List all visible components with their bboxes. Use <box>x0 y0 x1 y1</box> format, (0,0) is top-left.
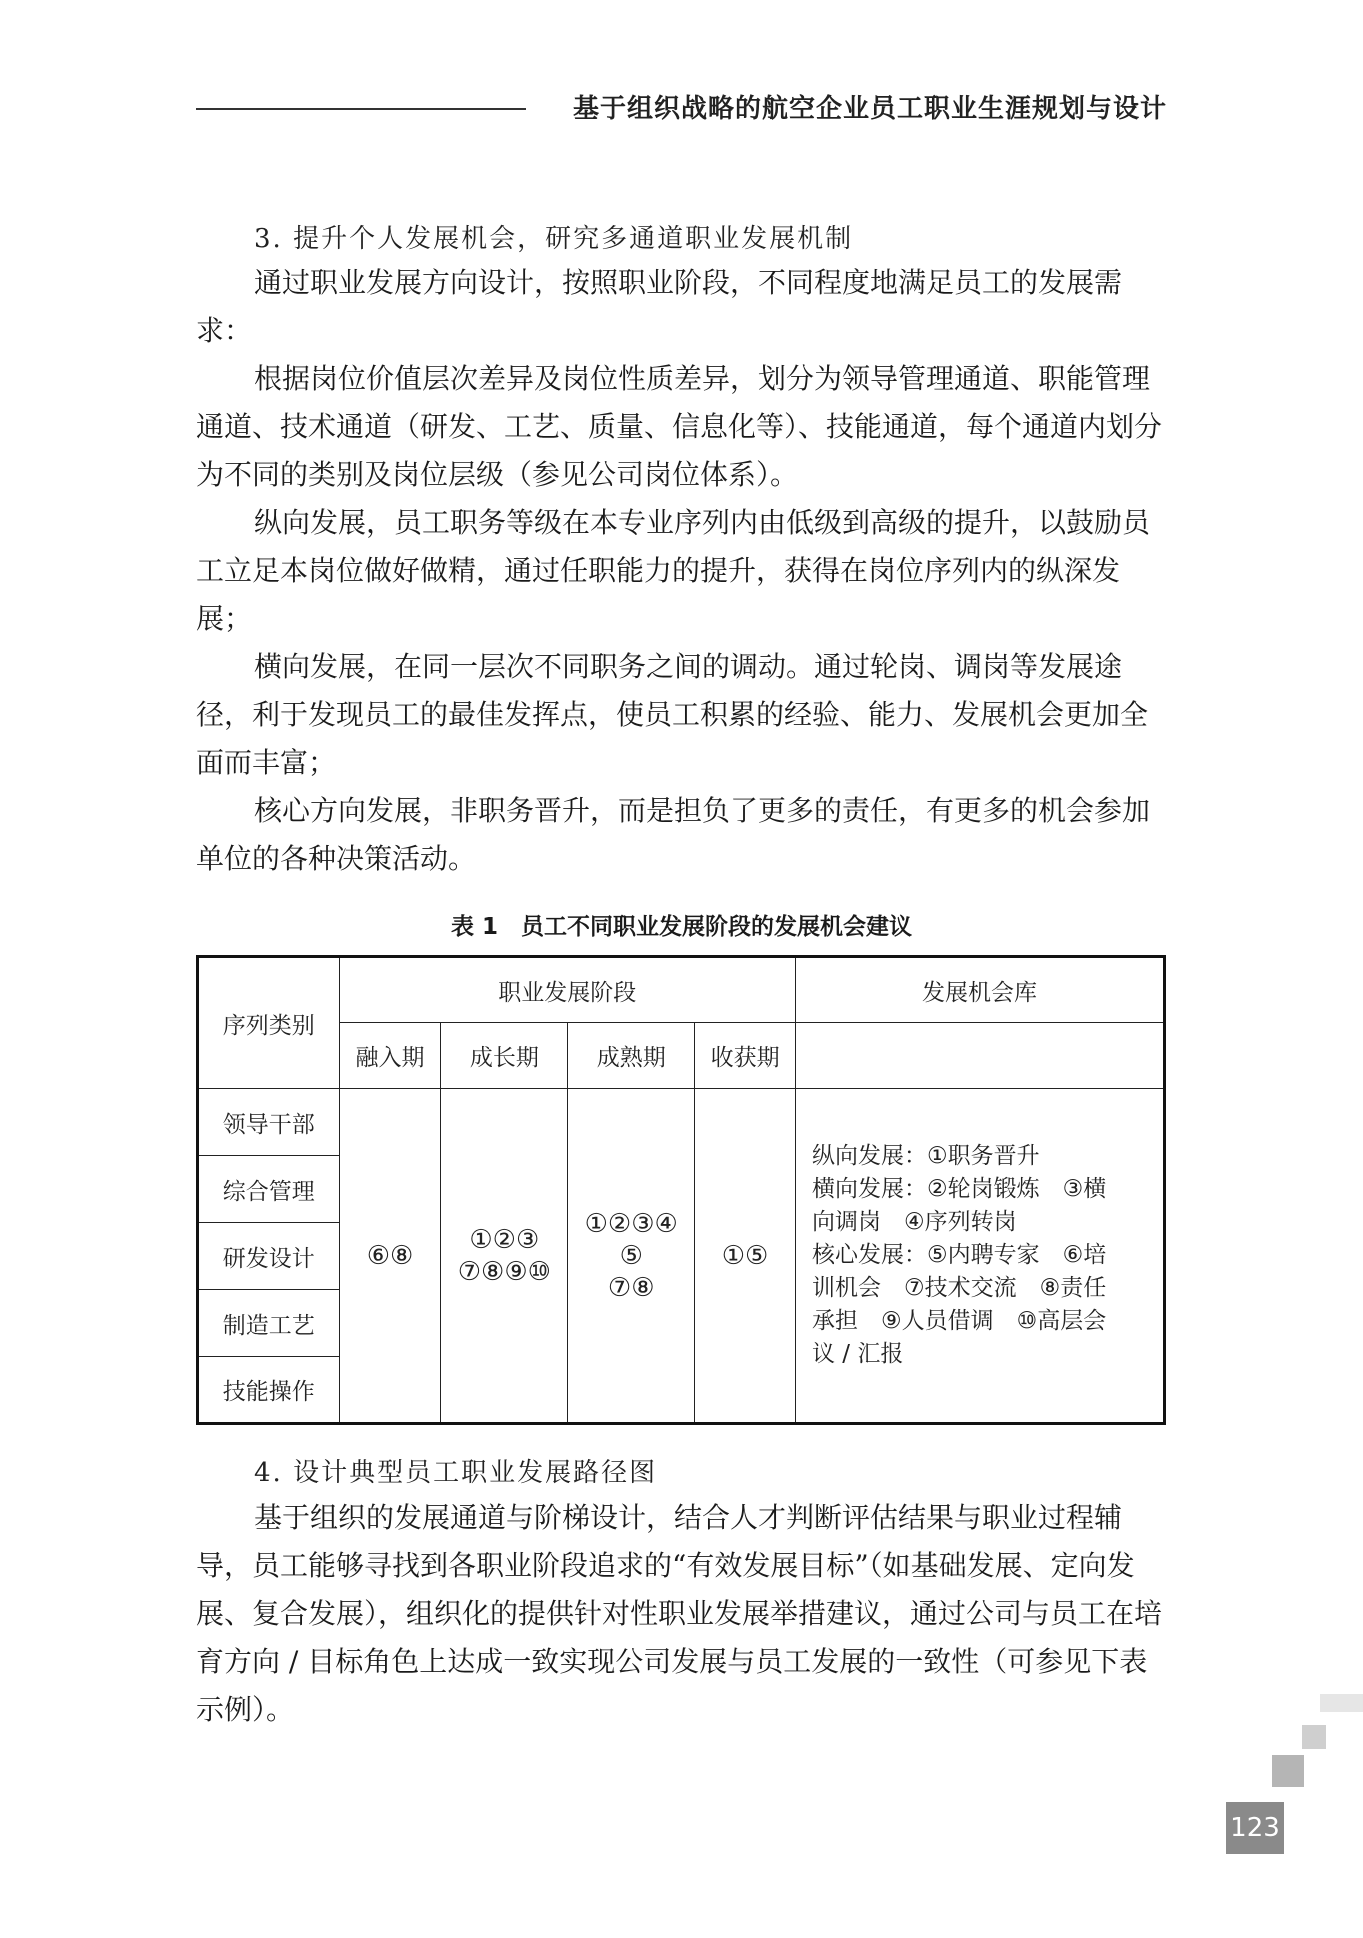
stage-value-line: ①⑤ <box>721 1240 769 1271</box>
paragraph: 纵向发展，员工职务等级在本专业序列内由低级到高级的提升，以鼓励员工立足本岗位做好做精，通过任职能力的提升，获得在岗位序列内的纵深发展； <box>196 506 1151 635</box>
decorative-block <box>1302 1725 1326 1749</box>
stage-value-cell <box>695 1089 796 1424</box>
category-cell: 研发设计 <box>198 1223 340 1290</box>
opportunity-line: 横向发展：②轮岗锻炼 ③横 <box>811 1176 1107 1202</box>
paragraph: 通过职业发展方向设计，按照职业阶段，不同程度地满足员工的发展需求： <box>196 266 1123 347</box>
stage-header: 成熟期 <box>568 1023 695 1089</box>
opportunity-library-cell <box>795 1089 1164 1424</box>
opportunity-line: 向调岗 ④序列转岗 <box>811 1209 1017 1235</box>
category-cell: 制造工艺 <box>198 1290 340 1357</box>
stage-value-line: ⑥⑧ <box>366 1240 414 1271</box>
header-rule <box>196 108 526 110</box>
stage-value-line: ⑦⑧ <box>607 1272 655 1303</box>
opportunity-line: 承担 ⑨人员借调 ⑩高层会 <box>811 1308 1107 1334</box>
section-3-heading: 3. 提升个人发展机会，研究多通道职业发展机制 <box>254 224 854 254</box>
development-opportunity-table <box>196 955 1166 1425</box>
running-header-title: 基于组织战略的航空企业员工职业生涯规划与设计 <box>572 94 1167 124</box>
opportunity-line: 核心发展：⑤内聘专家 ⑥培 <box>811 1242 1107 1268</box>
decorative-block <box>1272 1755 1304 1787</box>
page-number: 123 <box>1226 1802 1284 1854</box>
section-3-body <box>196 259 1170 883</box>
stage-header: 融入期 <box>339 1023 441 1089</box>
stage-header: 收获期 <box>695 1023 796 1089</box>
empty-header-cell <box>795 1023 1164 1089</box>
paragraph: 核心方向发展，非职务晋升，而是担负了更多的责任，有更多的机会参加单位的各种决策活动。 <box>196 794 1151 875</box>
opportunity-line: 纵向发展：①职务晋升 <box>811 1143 1040 1169</box>
opportunity-line: 训机会 ⑦技术交流 ⑧责任 <box>811 1275 1107 1301</box>
stage-value-cell <box>441 1089 568 1424</box>
stage-value-line: ⑤ <box>619 1240 643 1271</box>
header-career-stage: 职业发展阶段 <box>339 957 795 1023</box>
opportunity-line: 议 / 汇报 <box>811 1341 904 1367</box>
category-cell: 技能操作 <box>198 1357 340 1424</box>
stage-value-line: ⑦⑧⑨⑩ <box>457 1256 551 1287</box>
table-caption: 表 1 员工不同职业发展阶段的发展机会建议 <box>450 914 912 940</box>
category-cell: 综合管理 <box>198 1156 340 1223</box>
stage-header: 成长期 <box>441 1023 568 1089</box>
category-cell: 领导干部 <box>198 1089 340 1156</box>
header-sequence-category: 序列类别 <box>198 957 340 1089</box>
section-4-heading: 4. 设计典型员工职业发展路径图 <box>254 1458 658 1488</box>
stage-value-line: ①②③④ <box>584 1208 678 1239</box>
header-opportunity-library: 发展机会库 <box>795 957 1164 1023</box>
decorative-block <box>1320 1694 1363 1712</box>
section-4-body <box>196 1494 1170 1734</box>
stage-value-cell <box>568 1089 695 1424</box>
paragraph: 根据岗位价值层次差异及岗位性质差异，划分为领导管理通道、职能管理通道、技术通道（研发、工艺、质量、信息化等）、技能通道，每个通道内划分为不同的类别及岗位层级（参见公司岗位体系）。 <box>196 362 1163 491</box>
stage-value-line: ①②③ <box>469 1224 540 1255</box>
paragraph: 横向发展，在同一层次不同职务之间的调动。通过轮岗、调岗等发展途径，利于发现员工的最佳发挥点，使员工积累的经验、能力、发展机会更加全面而丰富； <box>196 650 1149 779</box>
paragraph: 基于组织的发展通道与阶梯设计，结合人才判断评估结果与职业过程辅导，员工能够寻找到各职业阶段追求的“有效发展目标”（如基础发展、定向发展、复合发展），组织化的提供针对性职业发展举措建议，通过公司与员工在培育方向 / 目标角色上达成一致实现公司发展与员工发展的一致性（可参见下表示例）。 <box>196 1501 1163 1726</box>
stage-value-cell <box>339 1089 441 1424</box>
